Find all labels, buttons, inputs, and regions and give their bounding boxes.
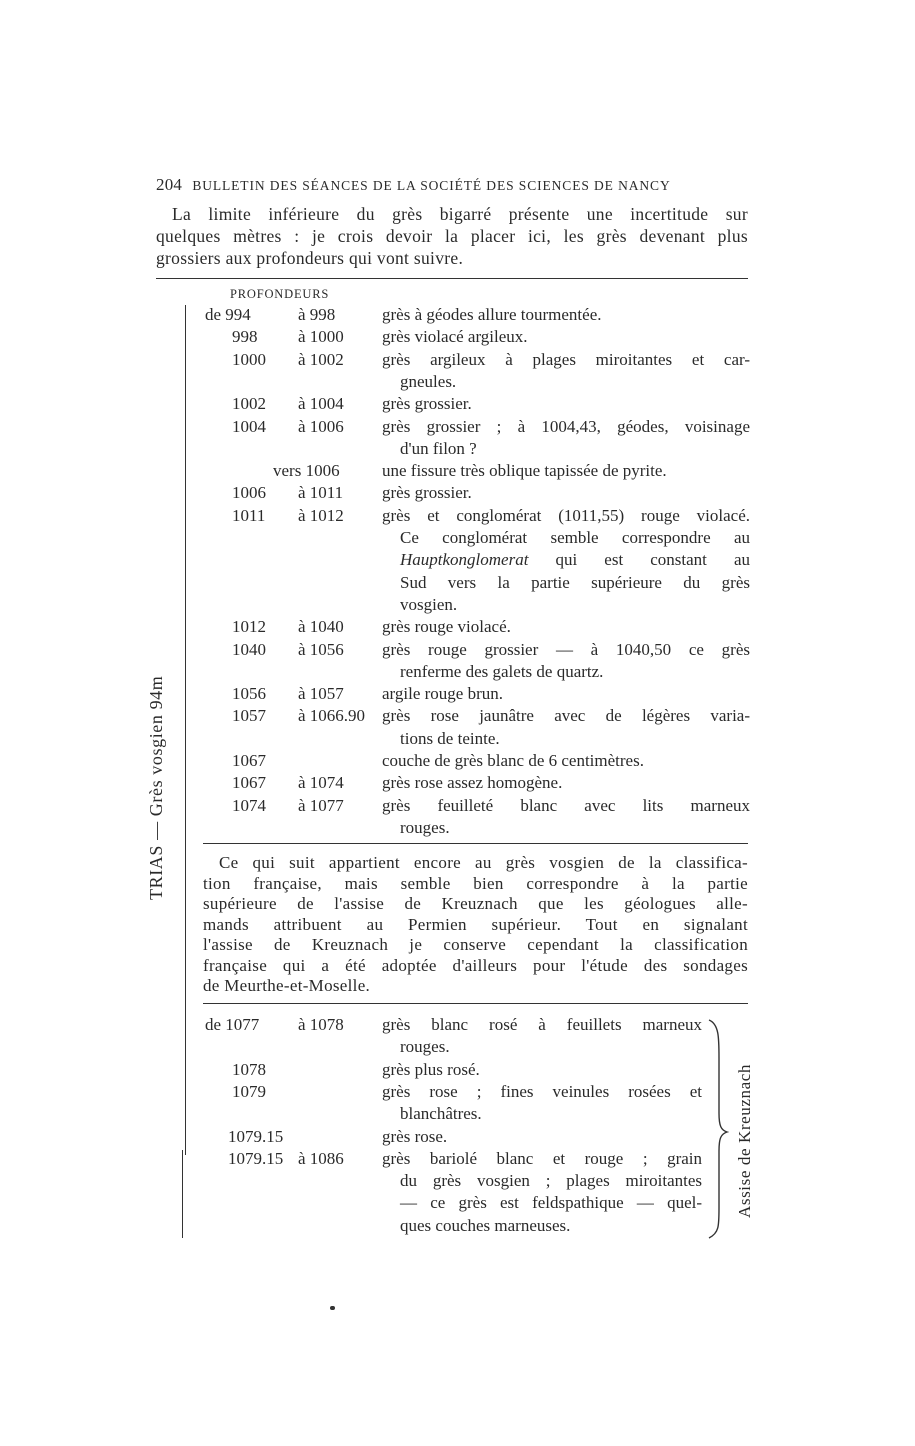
depth-from: 1002	[232, 394, 266, 414]
layer-description	[382, 616, 511, 638]
description-line: Hauptkonglomerat qui est constant au	[400, 550, 750, 570]
depth-from: 1012	[232, 617, 266, 637]
depth-to: à 1011	[298, 483, 344, 503]
middle-line: de Meurthe-et-Moselle.	[203, 976, 371, 995]
description-line: couche de grès blanc de 6 centimètres.	[382, 751, 644, 770]
depth-to: à 1077	[298, 795, 344, 815]
depth-from: 1004	[232, 416, 266, 436]
description-line: grès feuilleté blanc avec lits marneux	[382, 795, 750, 815]
top-rule	[156, 278, 748, 279]
layer-description	[382, 416, 750, 461]
depth-from: 1067	[232, 773, 266, 793]
right-label-text: Assise de Kreuznach	[735, 1064, 754, 1218]
table-header: PROFONDEURS	[230, 287, 330, 301]
left-bracket-upper	[185, 305, 186, 1155]
description-line: vosgien.	[400, 594, 458, 614]
layer-description	[382, 349, 750, 394]
description-line: rouges.	[400, 1037, 450, 1057]
description-line: grès rose ; fines veinules rosées et	[382, 1081, 702, 1101]
depth-from: 1074	[232, 795, 266, 815]
layer-description	[382, 304, 602, 326]
description-line: ques couches marneuses.	[400, 1215, 571, 1235]
description-line: grès et conglomérat (1011,55) rouge violacé.	[382, 505, 750, 525]
depth-to: à 1006	[298, 416, 344, 436]
description-line: d'un filon ?	[400, 438, 477, 458]
description-line: grès blanc rosé à feuillets marneux	[382, 1015, 702, 1034]
depth-to: à 1040	[298, 617, 344, 637]
depth-to: à 1004	[298, 394, 344, 414]
middle-line: mands attribuent au Permien supérieur. Tout en signalant	[203, 914, 748, 934]
depth-to: à 998	[298, 305, 336, 324]
layer-description	[382, 1014, 702, 1059]
description-line: grès rose.	[382, 1126, 448, 1146]
description-line: grès plus rosé.	[382, 1059, 480, 1079]
layer-description	[382, 1081, 702, 1126]
depth-from: 1057	[232, 706, 266, 726]
layer-description	[382, 795, 750, 840]
depth-from: 998	[232, 327, 258, 347]
layer-description	[382, 1148, 702, 1237]
intro-line: grossiers aux profondeurs qui vont suivre.	[156, 248, 464, 268]
middle-line: Ce qui suit appartient encore au grès vosgien de la classifica-	[219, 853, 748, 872]
description-line: grès rouge violacé.	[382, 617, 511, 637]
layer-description	[382, 1126, 447, 1148]
depth-from: 1079.15	[228, 1148, 284, 1168]
side-label-kreuznach	[735, 1064, 755, 1218]
description-line: grès rouge grossier — à 1040,50 ce grès	[382, 639, 750, 659]
description-line: grès grossier ; à 1004,43, géodes, voisinage	[382, 416, 750, 436]
description-line: grès bariolé blanc et rouge ; grain	[382, 1148, 702, 1168]
depth-from: 1006	[232, 483, 266, 503]
depth-from: 1079.15	[228, 1126, 284, 1146]
depth-to: à 1066.90	[298, 706, 366, 726]
description-line: Sud vers la partie supérieure du grès	[400, 572, 750, 592]
description-line: gneules.	[400, 371, 457, 391]
description-line: blanchâtres.	[400, 1104, 482, 1124]
description-line: grès rose jaunâtre avec de légères varia-	[382, 706, 750, 726]
layer-description	[382, 326, 528, 348]
right-brace-icon	[705, 1018, 729, 1240]
layer-description	[382, 639, 750, 684]
middle-line: supérieure de l'assise de Kreuznach que les géologues alle-	[203, 894, 748, 913]
depth-to: à 1057	[298, 684, 344, 704]
page-number: 204	[156, 175, 183, 194]
layer-description	[382, 683, 503, 705]
depth-from: de 994	[205, 305, 251, 324]
description-line: tions de teinte.	[400, 728, 500, 748]
depth-to: à 1002	[298, 349, 344, 369]
depth-from: 1000	[232, 349, 266, 369]
layer-description	[382, 460, 667, 482]
description-line: une fissure très oblique tapissée de pyrite.	[382, 461, 667, 481]
description-line: grès à géodes allure tourmentée.	[382, 305, 602, 324]
left-bracket-lower	[182, 1150, 183, 1238]
intro-paragraph	[156, 203, 748, 269]
depth-to: à 1056	[298, 639, 344, 659]
description-line: rouges.	[400, 817, 450, 837]
description-line: grès grossier.	[382, 394, 472, 414]
depth-to: à 1074	[298, 773, 344, 793]
print-mark	[330, 1306, 335, 1310]
layer-description	[382, 750, 644, 772]
description-line: argile rouge brun.	[382, 684, 504, 704]
depth-from: 1079	[232, 1081, 266, 1101]
description-line: grès grossier.	[382, 483, 472, 503]
description-line: du grès vosgien ; plages miroitantes	[400, 1171, 702, 1191]
depth-from: 1011	[232, 505, 266, 525]
running-head	[156, 175, 756, 195]
description-line: — ce grès est feldspathique — quel-	[400, 1193, 702, 1213]
layer-description	[382, 1059, 480, 1081]
intro-line: quelques mètres : je crois devoir la placer ici, les grès devenant plus	[156, 226, 748, 246]
middle-rule	[203, 843, 748, 844]
running-title: BULLETIN DES SÉANCES DE LA SOCIÉTÉ DES SCIENCES DE NANCY	[192, 178, 671, 193]
intro-line: La limite inférieure du grès bigarré présente une incertitude sur	[172, 204, 748, 224]
layer-description	[382, 393, 472, 415]
middle-paragraph	[203, 853, 748, 997]
description-line: renferme des galets de quartz.	[400, 661, 604, 681]
depth-from: 1040	[232, 639, 266, 659]
description-line: grès argileux à plages miroitantes et car-	[382, 349, 750, 369]
depth-to: à 1000	[298, 327, 344, 347]
layer-description	[382, 482, 472, 504]
depth-from: 1078	[232, 1059, 266, 1079]
description-line: grès rose assez homogène.	[382, 773, 563, 793]
middle-line: française qui a été adoptée d'ailleurs pour l'étude des sondages	[203, 955, 748, 975]
middle-line: l'assise de Kreuznach je conserve cependant la classification	[203, 935, 748, 954]
layer-description	[382, 705, 750, 750]
layer-description	[382, 505, 750, 616]
description-line: Ce conglomérat semble correspondre au	[400, 527, 750, 547]
depth-from: 1056	[232, 684, 266, 704]
side-label-trias	[146, 676, 167, 900]
layer-description	[382, 772, 562, 794]
depth-from: 1067	[232, 751, 266, 770]
description-line: grès violacé argileux.	[382, 327, 528, 347]
depth-to: vers 1006	[273, 461, 340, 481]
depth-from: de 1077	[205, 1015, 260, 1034]
depth-to: à 1078	[298, 1015, 344, 1034]
side-label-text: TRIAS — Grès vosgien 94m	[146, 675, 166, 900]
middle-line: tion française, mais semble bien correspondre à la partie	[203, 873, 748, 893]
lower-rule	[203, 1003, 748, 1004]
depth-to: à 1012	[298, 505, 344, 525]
depth-to: à 1086	[298, 1148, 344, 1168]
